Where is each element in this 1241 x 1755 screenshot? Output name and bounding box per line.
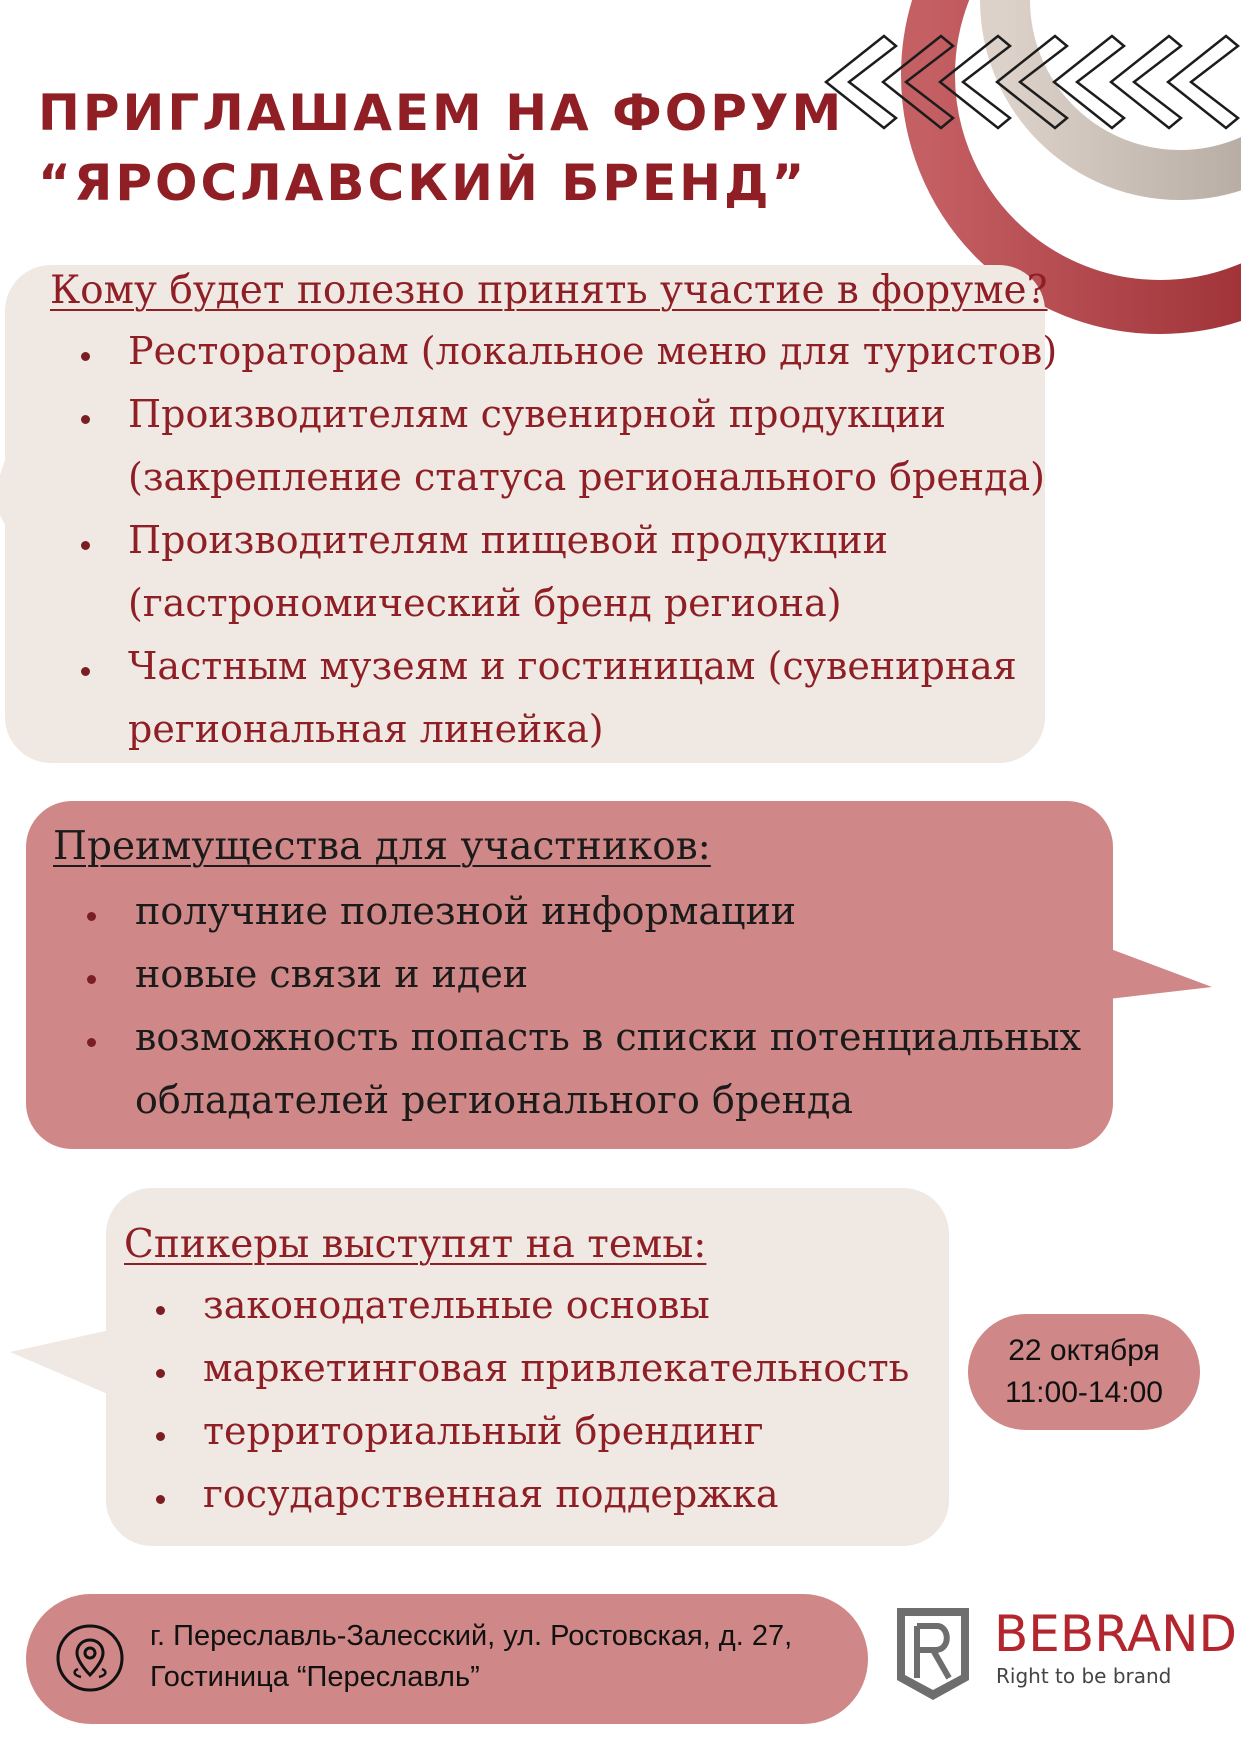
target-audience-list bbox=[128, 320, 1058, 761]
advantages-list bbox=[135, 880, 1095, 1132]
speakers-heading: Спикеры выступят на темы: bbox=[124, 1222, 707, 1267]
list-item: территориальный брендинг bbox=[203, 1400, 943, 1463]
event-date bbox=[968, 1330, 1200, 1414]
list-item: Рестораторам (локальное меню для туристов) bbox=[128, 320, 1048, 383]
list-item-continuation: региональная линейка) bbox=[128, 707, 604, 751]
list-item-continuation: (закрепление статуса регионального бренда) bbox=[128, 455, 1046, 499]
list-item: возможность попасть в списки потенциальных bbox=[135, 1006, 1095, 1069]
bebrand-logo-icon bbox=[893, 1604, 973, 1704]
list-item: новые связи и идеи bbox=[135, 943, 1095, 1006]
list-item: государственная поддержка bbox=[203, 1463, 943, 1526]
list-item: получние полезной информации bbox=[135, 880, 1095, 943]
event-day: 22 октября bbox=[1008, 1334, 1160, 1367]
list-item: Производителям пищевой продукции bbox=[128, 509, 1048, 572]
location-pin-icon bbox=[55, 1623, 125, 1693]
advantages-heading: Преимущества для участников: bbox=[53, 824, 711, 869]
event-time: 11:00-14:00 bbox=[1005, 1376, 1163, 1409]
speakers-list bbox=[203, 1274, 943, 1526]
title-line-2: “ЯРОСЛАВСКИЙ БРЕНД” bbox=[38, 154, 808, 212]
list-item: маркетинговая привлекательность bbox=[203, 1337, 943, 1400]
address-line-2: Гостиница “Переславль” bbox=[150, 1661, 480, 1693]
list-item-continuation: обладателей регионального бренда bbox=[135, 1078, 854, 1122]
title-line-1: ПРИГЛАШАЕМ НА ФОРУМ bbox=[38, 84, 845, 142]
event-address bbox=[150, 1616, 860, 1698]
list-item: Частным музеям и гостиницам (сувенирная bbox=[128, 635, 1048, 698]
list-item: законодательные основы bbox=[203, 1274, 943, 1337]
logo-tagline: Right to be brand bbox=[996, 1664, 1172, 1688]
target-audience-heading: Кому будет полезно принять участие в форуме? bbox=[50, 268, 1048, 313]
address-line-1: г. Переславль-Залесский, ул. Ростовская, д. 27, bbox=[150, 1620, 793, 1652]
list-item: Производителям сувенирной продукции bbox=[128, 383, 1048, 446]
list-item-continuation: (гастрономический бренд региона) bbox=[128, 581, 842, 625]
logo-name: BEBRAND bbox=[994, 1605, 1238, 1663]
